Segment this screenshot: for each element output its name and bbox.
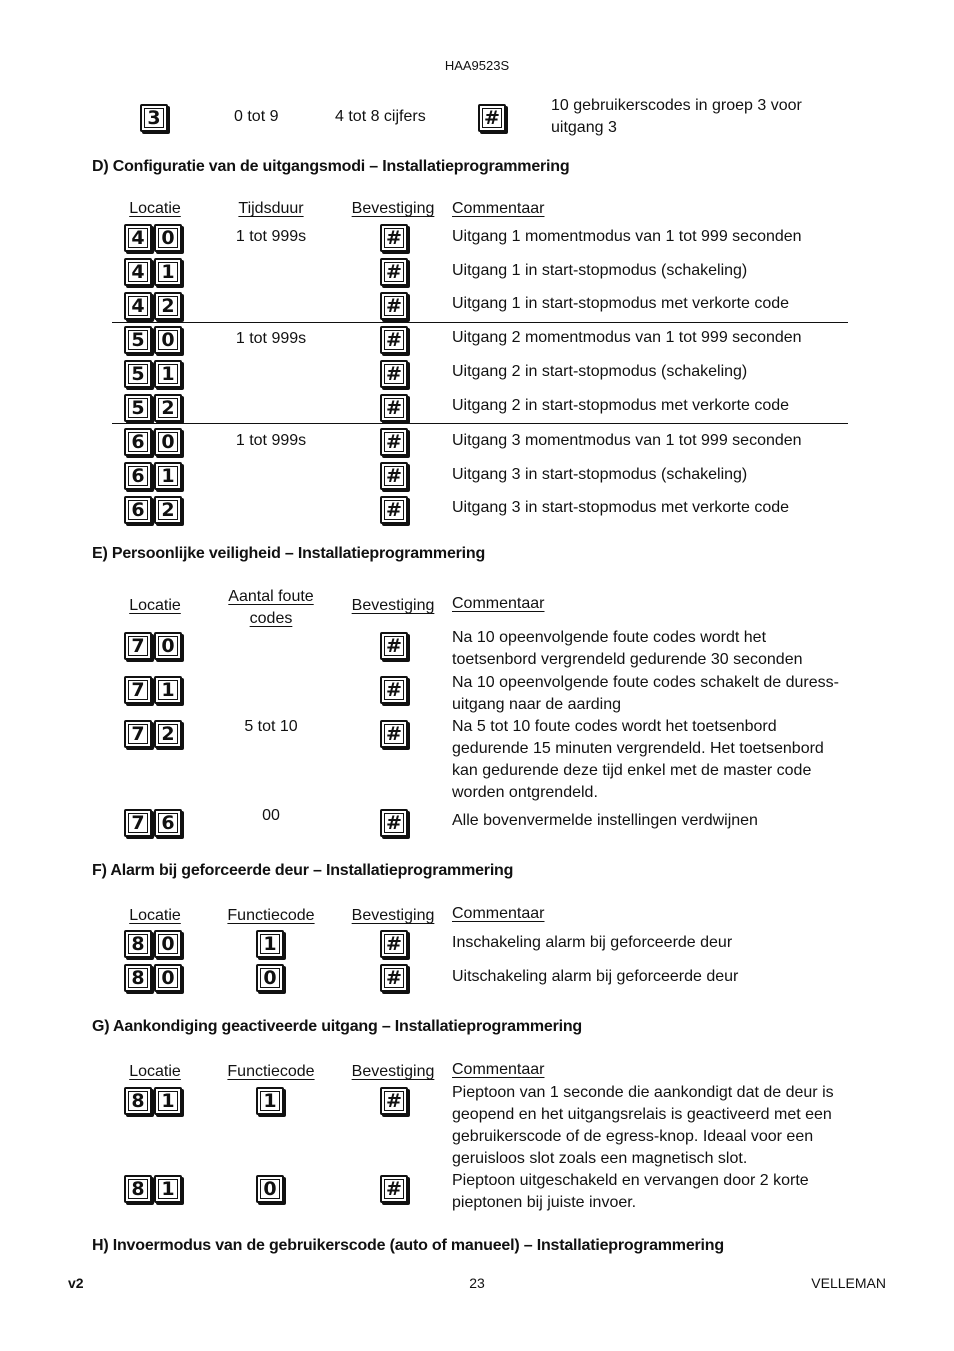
row-comment: Uitgang 2 momentmodus van 1 tot 999 seconden xyxy=(452,329,802,346)
keypad-key: 1 xyxy=(256,930,284,958)
keypad-key: 8 xyxy=(124,1175,152,1203)
top-row-length: 4 tot 8 cijfers xyxy=(335,108,426,125)
hash-key xyxy=(380,807,408,839)
keypad-key: # xyxy=(380,462,408,490)
row-comment: Pieptoon van 1 seconde die aankondigt dat de deur is geopend en het uitgangsrelais is geactiveerd met een gebruikerscode of de egress-knop. Ideaal voor een geruisloos slot zoals een magnetisch slot. xyxy=(452,1084,834,1167)
keypad-key: 3 xyxy=(140,104,168,132)
top-row-location-keys xyxy=(140,102,168,134)
row-comment: Uitgang 1 in start-stopmodus (schakeling) xyxy=(452,262,748,279)
keypad-key: # xyxy=(380,292,408,320)
page-header-model: HAA9523S xyxy=(444,58,510,73)
location-keys xyxy=(124,962,182,994)
section-e-header-wrong-codes: Aantal foute codes xyxy=(228,588,314,627)
section-g-header-comment: Commentaar xyxy=(452,1061,545,1078)
hash-key xyxy=(380,426,408,458)
location-keys xyxy=(124,807,182,839)
section-d-header-duration: Tijdsduur xyxy=(238,200,304,217)
keypad-key: 1 xyxy=(256,1087,284,1115)
keypad-key: 8 xyxy=(124,930,152,958)
keypad-key: 0 xyxy=(256,964,284,992)
row-comment: Uitgang 2 in start-stopmodus (schakeling) xyxy=(452,363,748,380)
hash-key xyxy=(380,718,408,750)
keypad-key: 7 xyxy=(124,809,152,837)
footer-brand: VELLEMAN xyxy=(811,1275,886,1291)
keypad-key: # xyxy=(380,676,408,704)
location-keys xyxy=(124,256,182,288)
keypad-key: 7 xyxy=(124,632,152,660)
keypad-key: 2 xyxy=(154,394,182,422)
section-g-header-confirmation: Bevestiging xyxy=(351,1063,435,1080)
section-d-divider xyxy=(112,423,848,424)
keypad-key: 1 xyxy=(154,258,182,286)
hash-key xyxy=(380,290,408,322)
section-g-header-function-code: Functiecode xyxy=(227,1063,315,1080)
location-keys xyxy=(124,494,182,526)
location-keys xyxy=(124,324,182,356)
keypad-key: 4 xyxy=(124,292,152,320)
location-keys xyxy=(124,718,182,750)
section-f-header-location: Locatie xyxy=(129,907,181,924)
location-keys xyxy=(124,460,182,492)
section-h-title: H) Invoermodus van de gebruikerscode (auto of manueel) – Installatieprogrammering xyxy=(92,1237,724,1254)
row-comment: Uitgang 3 in start-stopmodus met verkorte code xyxy=(452,499,790,516)
keypad-key: # xyxy=(380,360,408,388)
footer-version: v2 xyxy=(68,1275,84,1291)
top-row-confirm-key xyxy=(478,102,506,134)
keypad-key: 2 xyxy=(154,292,182,320)
hash-key xyxy=(380,1085,408,1117)
section-f-header-confirmation: Bevestiging xyxy=(351,907,435,924)
row-value: 1 tot 999s xyxy=(235,432,307,449)
hash-key xyxy=(380,460,408,492)
section-e-title: E) Persoonlijke veiligheid – Installatieprogrammering xyxy=(92,545,486,562)
hash-key xyxy=(380,256,408,288)
row-value: 1 tot 999s xyxy=(235,330,307,347)
keypad-key: # xyxy=(380,496,408,524)
top-row-range: 0 tot 9 xyxy=(234,108,279,125)
location-keys xyxy=(124,1085,182,1117)
hash-key xyxy=(380,358,408,390)
keypad-key: 5 xyxy=(124,326,152,354)
row-comment: Uitgang 2 in start-stopmodus met verkorte code xyxy=(452,397,790,414)
hash-key xyxy=(380,392,408,424)
keypad-key: 6 xyxy=(124,462,152,490)
section-f-header-function-code: Functiecode xyxy=(227,907,315,924)
location-keys xyxy=(124,358,182,390)
keypad-key: 6 xyxy=(124,496,152,524)
keypad-key: 0 xyxy=(154,428,182,456)
location-keys xyxy=(124,674,182,706)
keypad-key: 1 xyxy=(154,1175,182,1203)
hash-key xyxy=(380,1173,408,1205)
keypad-key: 6 xyxy=(154,809,182,837)
section-d-header-location: Locatie xyxy=(129,200,181,217)
keypad-key: 0 xyxy=(154,632,182,660)
keypad-key: 1 xyxy=(154,462,182,490)
keypad-key: 2 xyxy=(154,496,182,524)
top-row-comment: 10 gebruikerscodes in groep 3 voor uitgang 3 xyxy=(551,97,802,136)
keypad-key: # xyxy=(380,632,408,660)
location-keys xyxy=(124,392,182,424)
section-e-header-comment: Commentaar xyxy=(452,595,545,612)
row-value: 00 xyxy=(262,807,280,824)
row-comment: Na 10 opeenvolgende foute codes schakelt de duress-uitgang naar de aarding xyxy=(452,674,839,713)
location-keys xyxy=(124,222,182,254)
section-d-header-comment: Commentaar xyxy=(452,200,545,217)
section-d-divider xyxy=(112,322,848,323)
keypad-key: 7 xyxy=(124,676,152,704)
keypad-key: 1 xyxy=(154,1087,182,1115)
keypad-key: 5 xyxy=(124,394,152,422)
keypad-key: # xyxy=(380,720,408,748)
keypad-key: # xyxy=(380,930,408,958)
keypad-key: # xyxy=(380,428,408,456)
hash-key xyxy=(380,630,408,662)
keypad-key: # xyxy=(380,258,408,286)
hash-key xyxy=(380,324,408,356)
keypad-key: 8 xyxy=(124,964,152,992)
row-comment: Pieptoon uitgeschakeld en vervangen door 2 korte pieptonen bij juiste invoer. xyxy=(452,1172,809,1211)
location-keys xyxy=(124,1173,182,1205)
hash-key xyxy=(380,494,408,526)
hash-key xyxy=(380,222,408,254)
keypad-key: 0 xyxy=(154,964,182,992)
keypad-key: 0 xyxy=(154,224,182,252)
row-comment: Inschakeling alarm bij geforceerde deur xyxy=(452,934,733,951)
row-value: 5 tot 10 xyxy=(244,718,298,735)
keypad-key: 4 xyxy=(124,258,152,286)
section-f-title: F) Alarm bij geforceerde deur – Installatieprogrammering xyxy=(92,862,514,879)
keypad-key: # xyxy=(380,1087,408,1115)
keypad-key: 0 xyxy=(256,1175,284,1203)
function-code-key xyxy=(256,1085,284,1117)
location-keys xyxy=(124,928,182,960)
location-keys xyxy=(124,426,182,458)
keypad-key: 0 xyxy=(154,326,182,354)
row-comment: Na 5 tot 10 foute codes wordt het toetsenbord gedurende 15 minuten vergrendeld. Het toetsenbord kan gedurende deze tijd enkel met de master code worden ontgrendeld. xyxy=(452,718,824,801)
row-comment: Uitgang 1 in start-stopmodus met verkorte code xyxy=(452,295,790,312)
keypad-key: 1 xyxy=(154,360,182,388)
row-comment: Uitgang 1 momentmodus van 1 tot 999 seconden xyxy=(452,228,802,245)
hash-key: # xyxy=(478,104,506,132)
keypad-key: 0 xyxy=(154,930,182,958)
keypad-key: 2 xyxy=(154,720,182,748)
section-f-header-comment: Commentaar xyxy=(452,905,545,922)
row-comment: Na 10 opeenvolgende foute codes wordt het toetsenbord vergrendeld gedurende 30 seconden xyxy=(452,629,803,668)
row-comment: Alle bovenvermelde instellingen verdwijnen xyxy=(452,812,758,829)
row-comment: Uitgang 3 in start-stopmodus (schakeling) xyxy=(452,466,748,483)
hash-key xyxy=(380,674,408,706)
section-d-header-confirmation: Bevestiging xyxy=(351,200,435,217)
keypad-key: 1 xyxy=(154,676,182,704)
section-g-header-location: Locatie xyxy=(129,1063,181,1080)
keypad-key: 7 xyxy=(124,720,152,748)
keypad-key: 5 xyxy=(124,360,152,388)
keypad-key: # xyxy=(380,394,408,422)
keypad-key: # xyxy=(380,964,408,992)
keypad-key: # xyxy=(380,1175,408,1203)
section-e-header-confirmation: Bevestiging xyxy=(351,597,435,614)
keypad-key: 6 xyxy=(124,428,152,456)
location-keys xyxy=(124,630,182,662)
keypad-key: # xyxy=(380,809,408,837)
location-keys xyxy=(124,290,182,322)
row-comment: Uitgang 3 momentmodus van 1 tot 999 seconden xyxy=(452,432,802,449)
section-d-title: D) Configuratie van de uitgangsmodi – Installatieprogrammering xyxy=(92,158,570,175)
hash-key xyxy=(380,962,408,994)
row-comment: Uitschakeling alarm bij geforceerde deur xyxy=(452,968,739,985)
function-code-key xyxy=(256,1173,284,1205)
function-code-key xyxy=(256,962,284,994)
section-g-title: G) Aankondiging geactiveerde uitgang – Installatieprogrammering xyxy=(92,1018,583,1035)
keypad-key: # xyxy=(380,326,408,354)
section-e-header-location: Locatie xyxy=(129,597,181,614)
keypad-key: 8 xyxy=(124,1087,152,1115)
function-code-key xyxy=(256,928,284,960)
footer-page-number: 23 xyxy=(469,1275,485,1291)
hash-key xyxy=(380,928,408,960)
row-value: 1 tot 999s xyxy=(235,228,307,245)
keypad-key: 4 xyxy=(124,224,152,252)
keypad-key: # xyxy=(380,224,408,252)
